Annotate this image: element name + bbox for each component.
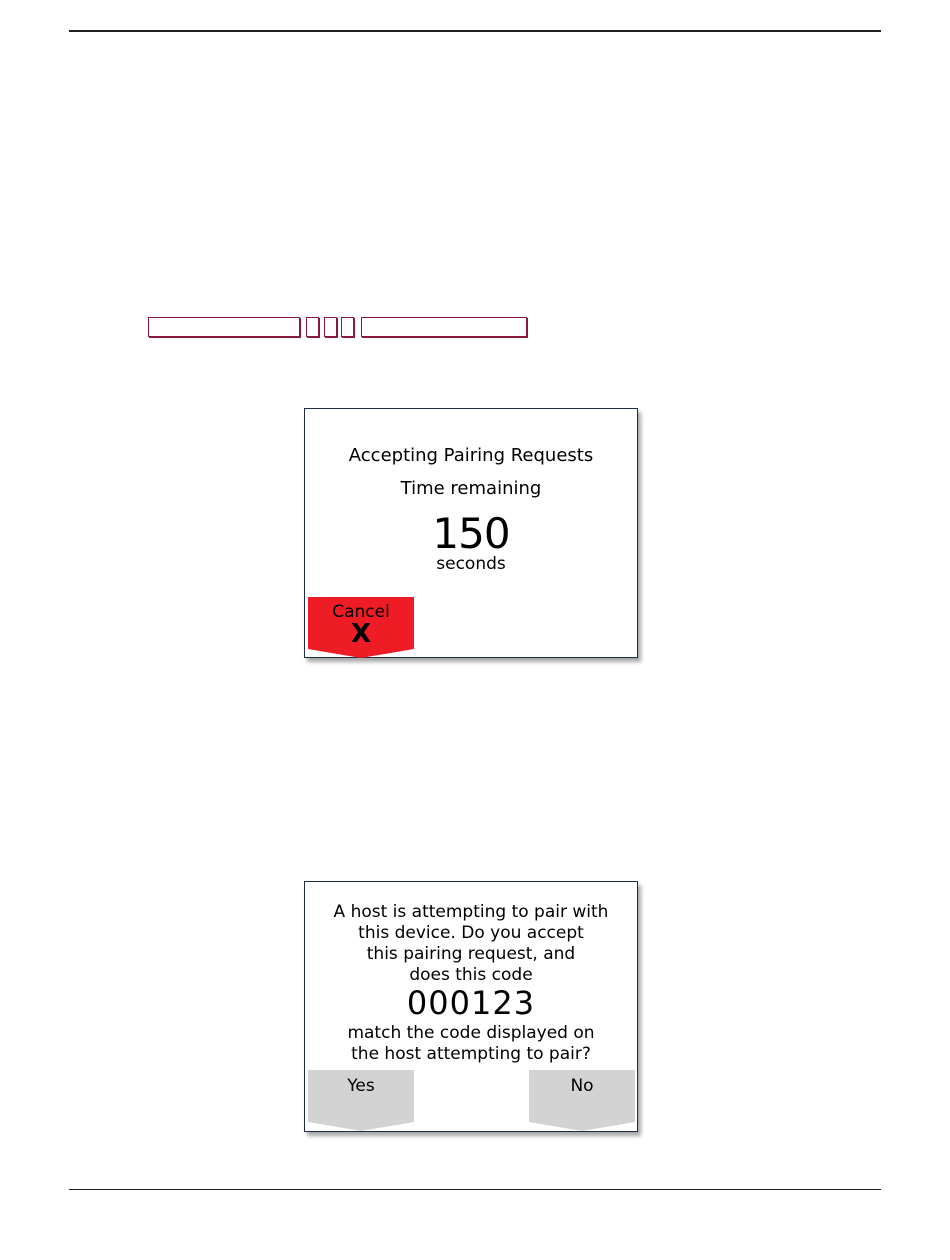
redacted-link[interactable] — [341, 317, 354, 337]
pairing-confirm-screen — [304, 881, 638, 1132]
countdown-unit: seconds — [436, 554, 506, 574]
screen-title: Accepting Pairing Requests — [348, 445, 594, 466]
redacted-link[interactable] — [361, 317, 527, 337]
no-button-label: No — [570, 1076, 594, 1096]
yes-button-label: Yes — [347, 1076, 375, 1096]
confirm-message-line: this device. Do you accept — [358, 923, 584, 943]
time-remaining-label: Time remaining — [400, 478, 542, 499]
confirm-message-line: this pairing request, and — [366, 944, 576, 964]
confirm-message-line: does this code — [409, 965, 533, 985]
redacted-link[interactable] — [306, 317, 319, 337]
header-rule — [69, 30, 881, 32]
footer-rule — [69, 1189, 881, 1190]
no-button[interactable] — [529, 1070, 635, 1122]
pairing-code: 000123 — [406, 984, 536, 1022]
pairing-countdown-screen — [304, 408, 638, 658]
cancel-button[interactable] — [308, 597, 414, 649]
redacted-link[interactable] — [324, 317, 337, 337]
countdown-value: 150 — [432, 509, 510, 558]
cancel-button-label: Cancel — [332, 602, 390, 622]
close-icon: X — [350, 619, 372, 649]
redacted-link[interactable] — [148, 317, 300, 337]
yes-button[interactable] — [308, 1070, 414, 1122]
confirm-message-line: A host is attempting to pair with — [333, 902, 609, 922]
confirm-message-line: match the code displayed on — [347, 1023, 595, 1043]
confirm-message-line: the host attempting to pair? — [351, 1044, 591, 1064]
